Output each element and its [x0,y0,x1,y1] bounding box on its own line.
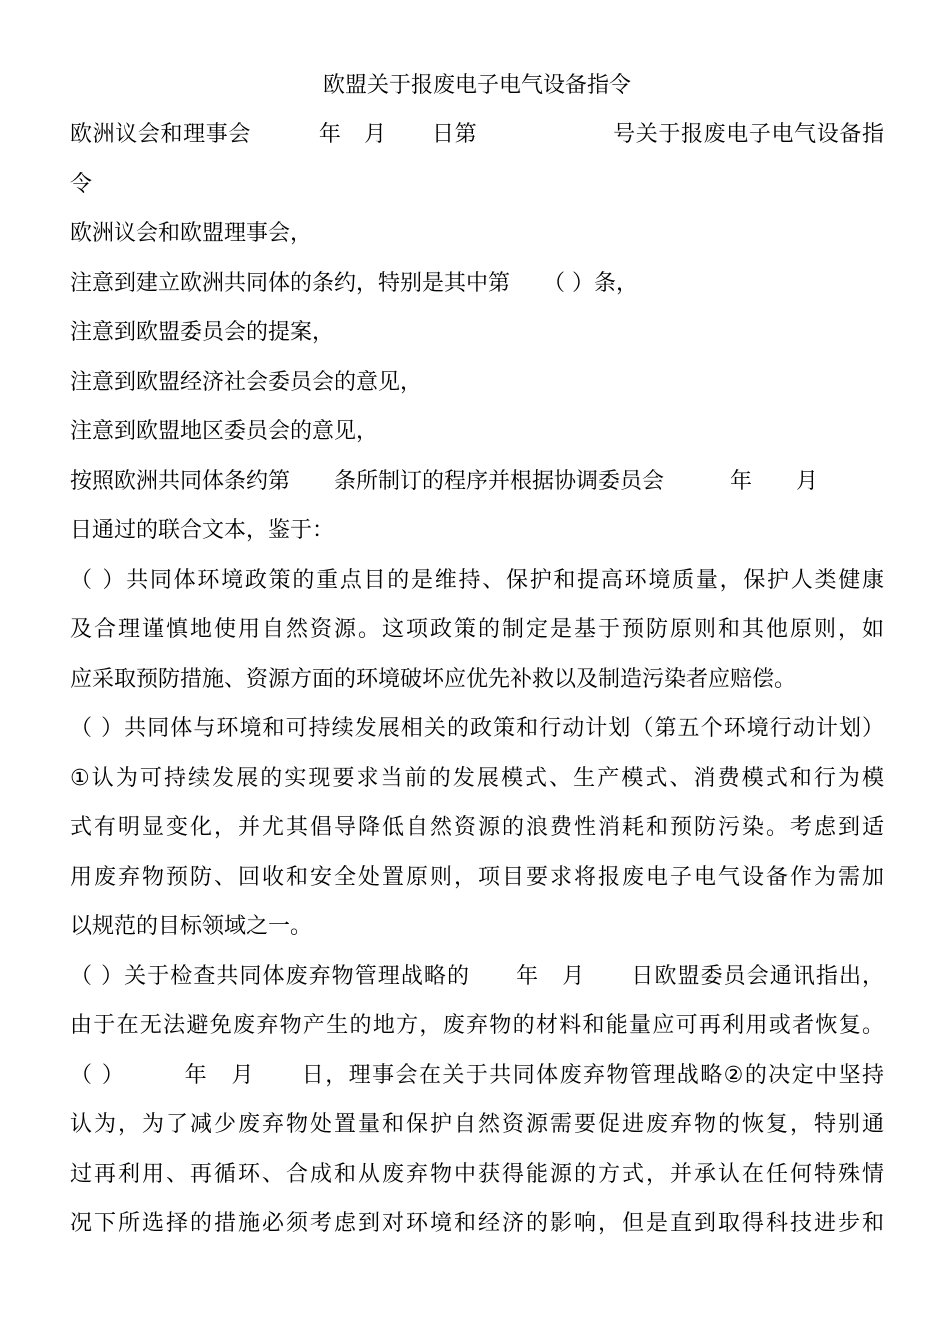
body-line: 式有明显变化，并尤其倡导降低自然资源的浪费性消耗和预防污染。考虑到适 [70,815,884,840]
body-line: 用废弃物预防、回收和安全处置原则，项目要求将报废电子电气设备作为需加 [70,864,884,890]
body-line: 由于在无法避免废弃物产生的地方，废弃物的材料和能量应可再利用或者恢复。 [70,1013,884,1038]
body-line: 应采取预防措施、资源方面的环境破坏应优先补救以及制造污染者应赔偿。 [70,666,797,692]
body-line: 况下所选择的措施必须考虑到对环境和经济的影响，但是直到取得科技进步和 [70,1211,884,1236]
document-body [70,110,884,1249]
body-line: 欧洲议会和理事会 年 月 日第 号关于报废电子电气设备指 [70,122,884,147]
body-line: 过再利用、再循环、合成和从废弃物中获得能源的方式，并承认在任何特殊情 [70,1161,884,1187]
body-line: 注意到欧盟经济社会委员会的意见， [70,369,423,395]
body-line: 日通过的联合文本，鉴于： [70,518,335,543]
body-line: 注意到建立欧洲共同体的条约，特别是其中第 （ ）条， [70,270,638,296]
body-line: 令 [70,171,93,197]
body-line: （ ）共同体环境政策的重点目的是维持、保护和提高环境质量，保护人类健康 [70,567,884,593]
body-line: （ ）关于检查共同体废弃物管理战略的 年 月 日欧盟委员会通讯指出， [70,963,884,989]
body-line: 注意到欧盟地区委员会的意见， [70,419,379,444]
body-line: ①认为可持续发展的实现要求当前的发展模式、生产模式、消费模式和行为模 [70,765,884,791]
body-line: 按照欧洲共同体条约第 条所制订的程序并根据协调委员会 年 月 [70,468,819,494]
body-line: 注意到欧盟委员会的提案， [70,320,335,345]
body-line: （ ）共同体与环境和可持续发展相关的政策和行动计划（第五个环境行动计划） [70,716,884,741]
body-line: 以规范的目标领域之一。 [70,914,313,939]
body-line: 欧洲议会和欧盟理事会， [70,221,313,246]
body-line: 及合理谨慎地使用自然资源。这项政策的制定是基于预防原则和其他原则，如 [70,617,884,642]
body-line: 认为，为了减少废弃物处置量和保护自然资源需要促进废弃物的恢复，特别通 [70,1112,884,1137]
body-line: （ ） 年 月 日，理事会在关于共同体废弃物管理战略②的决定中坚持 [70,1062,884,1088]
document-title: 欧盟关于报废电子电气设备指令 [322,73,631,98]
